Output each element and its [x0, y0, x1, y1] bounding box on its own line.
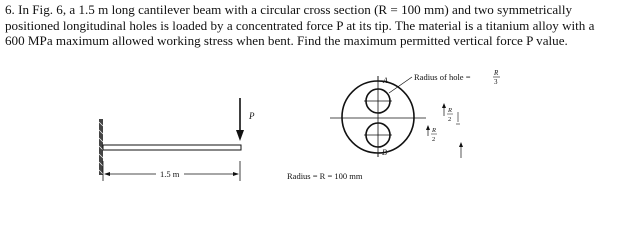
offset-dimension-top — [442, 103, 453, 123]
hole-radius-label: Radius of hole = — [414, 72, 471, 82]
section-radius-label: Radius = R = 100 mm — [287, 171, 363, 181]
force-arrow — [236, 98, 244, 141]
svg-text:R: R — [432, 127, 436, 134]
section-label-a: A — [383, 76, 388, 85]
problem-statement: 6. In Fig. 6, a 1.5 m long cantilever beam with a circular cross section (R = 100 mm) and two symmetrically positioned longitudinal holes is loaded by a concentrated force P at its tip. The material is a titanium alloy with a 600 MPa maximum allowed working stress when bent. Find the maximum permitted vertical force P value. — [5, 2, 595, 49]
hole-radius-fraction — [493, 69, 500, 86]
force-label: P — [249, 111, 255, 121]
svg-text:R: R — [448, 107, 452, 114]
length-label: 1.5 m — [160, 169, 180, 179]
offset-dimension-bottom — [426, 125, 437, 143]
svg-text:R: R — [494, 69, 499, 77]
neutral-axis-mark — [456, 112, 463, 158]
svg-text:3: 3 — [494, 78, 498, 86]
beam — [103, 145, 241, 150]
section-label-b: B — [382, 148, 387, 157]
svg-text:2: 2 — [432, 136, 436, 143]
cross-section — [330, 76, 426, 157]
fixed-wall — [99, 119, 103, 175]
svg-text:2: 2 — [448, 116, 452, 123]
